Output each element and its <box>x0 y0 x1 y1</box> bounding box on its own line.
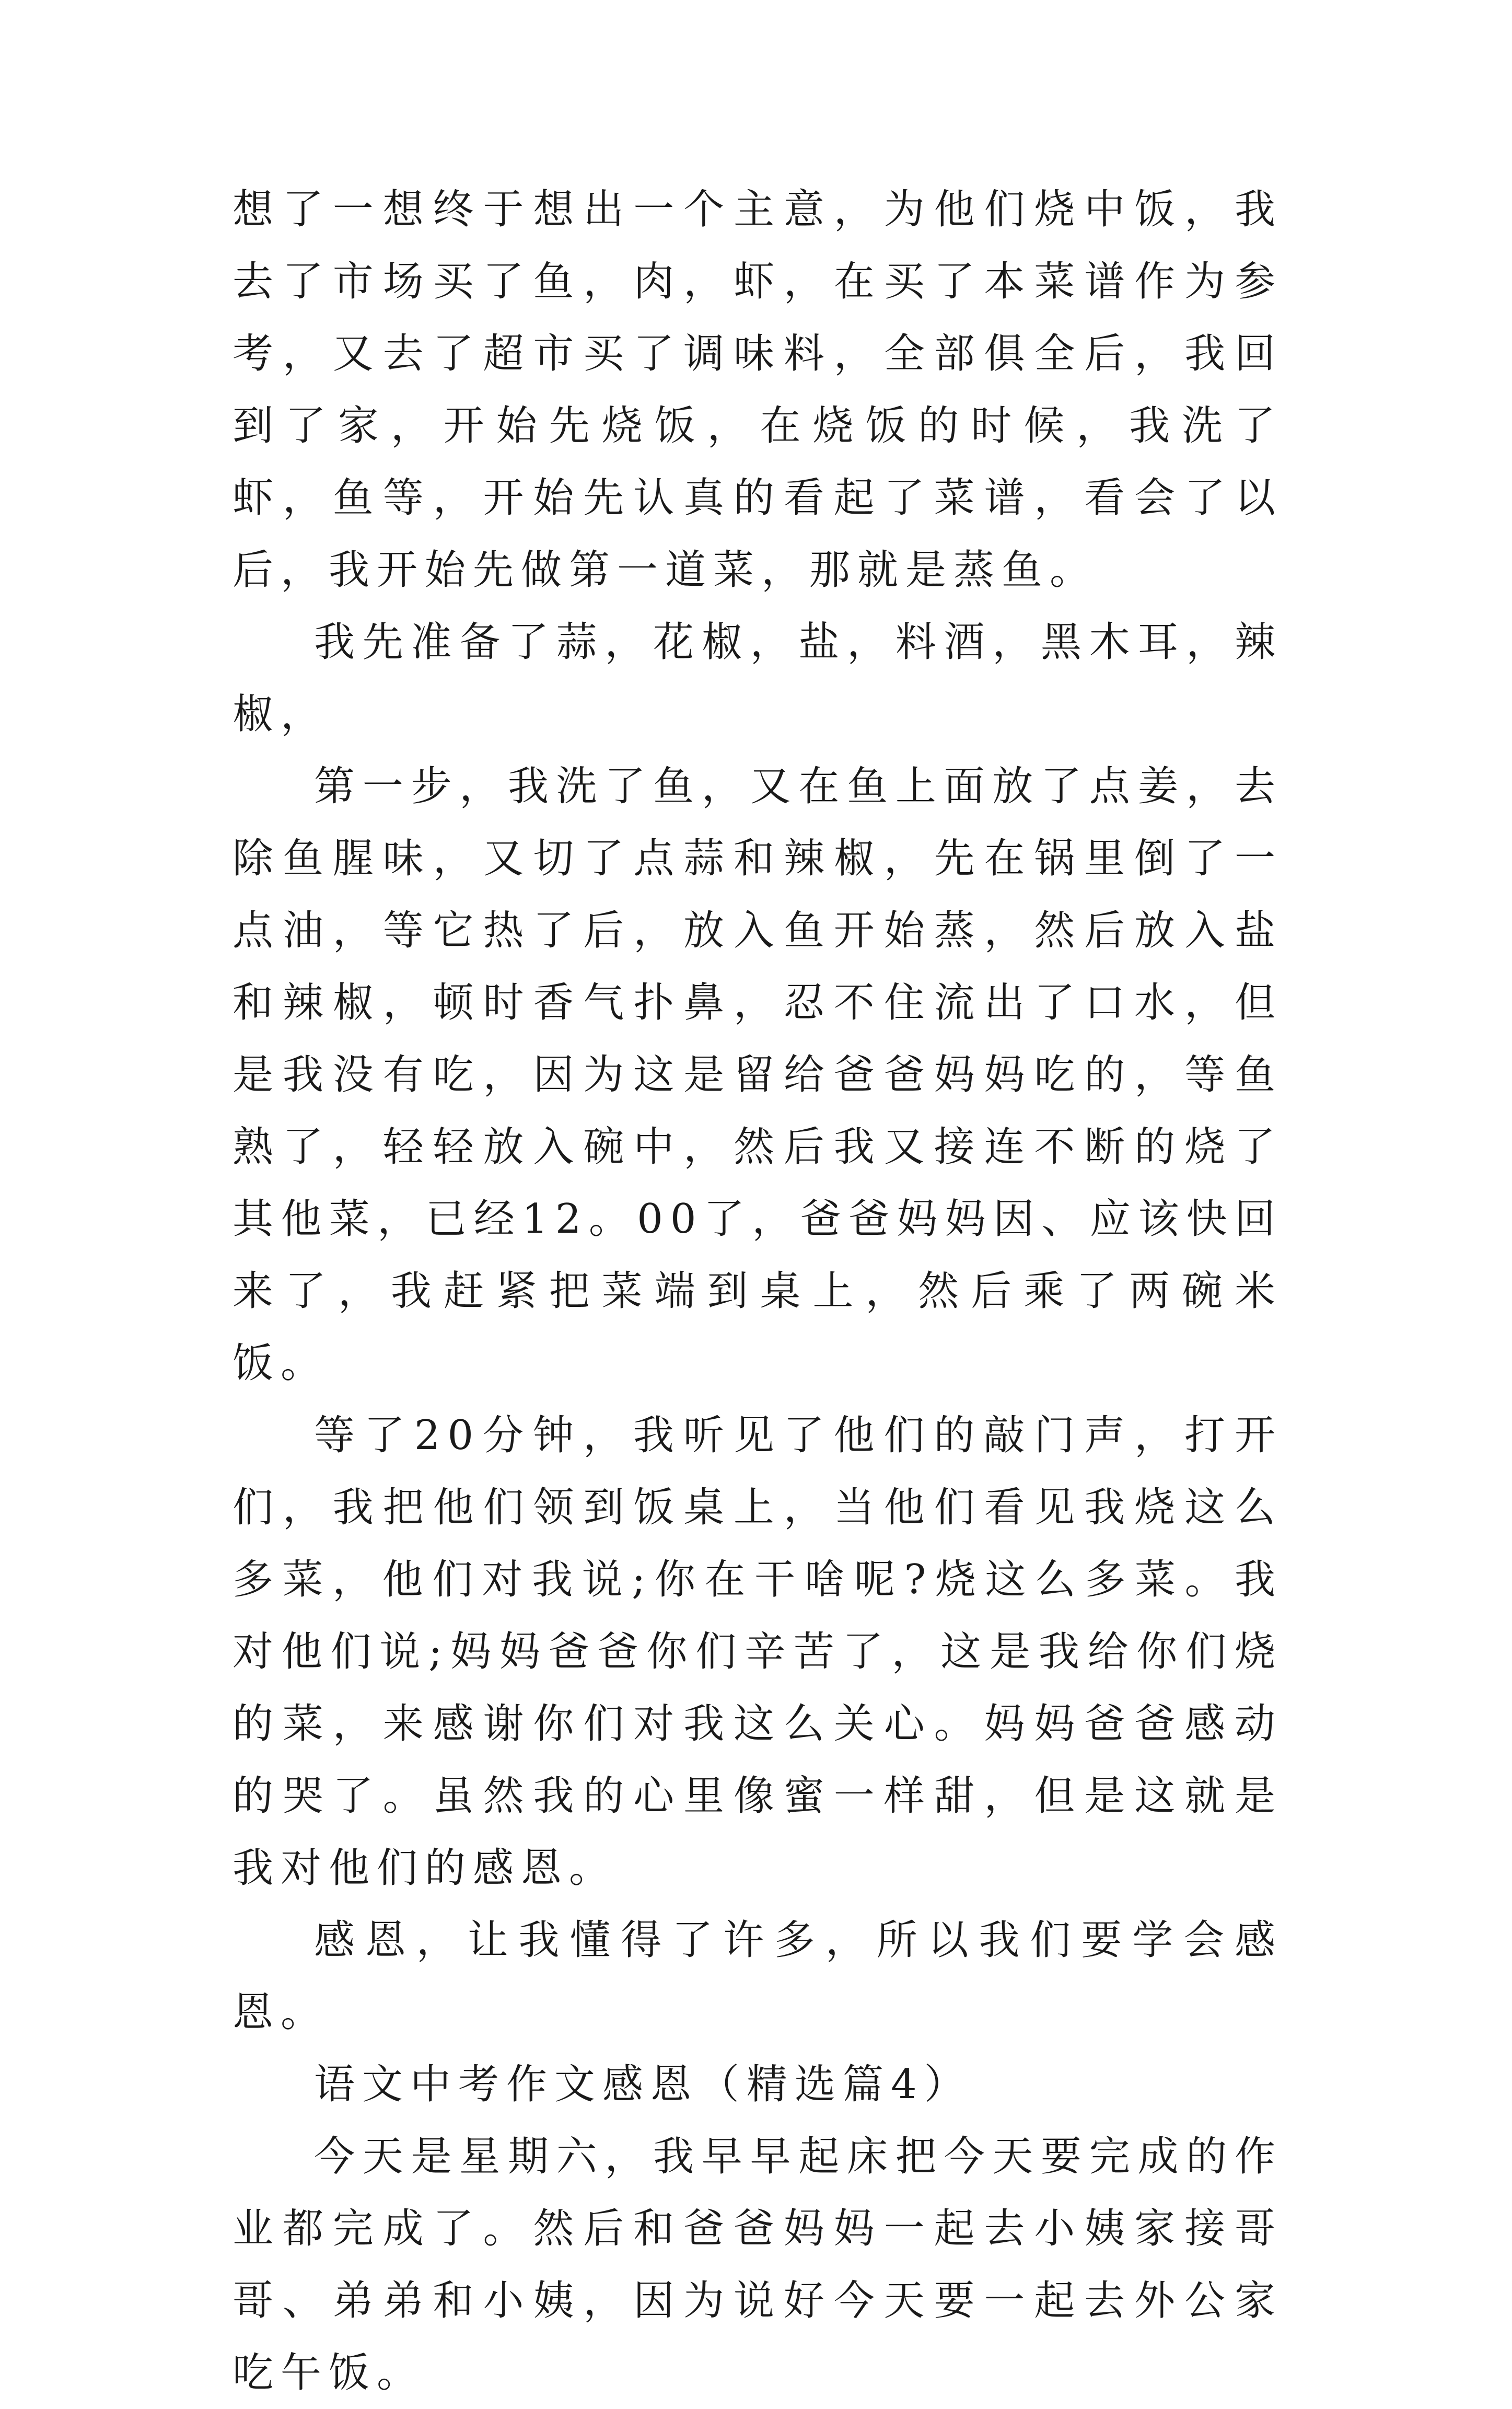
paragraph: 想了一想终于想出一个主意，为他们烧中饭，我去了市场买了鱼，肉，虾，在买了本菜谱作为参考，又去了超市买了调味料，全部俱全后，我回到了家，开始先烧饭，在烧饭的时候，我洗了虾，鱼等，开始先认真的看起了菜谱，看会了以后，我开始先做第一道菜，那就是蒸鱼。 <box>232 186 1283 594</box>
paragraph: 感恩，让我懂得了许多，所以我们要学会感恩。 <box>232 1917 1283 2036</box>
paragraph: 第一步，我洗了鱼，又在鱼上面放了点姜，去除鱼腥味，又切了点蒜和辣椒，先在锅里倒了一点油，等它热了后，放入鱼开始蒸，然后放入盐和辣椒，顿时香气扑鼻，忍不住流出了口水，但是我没有吃，因为这是留给爸爸妈妈吃的，等鱼熟了，轻轻放入碗中，然后我又接连不断的烧了其他菜，已经12。00了，爸爸妈妈因、应该快回来了，我赶紧把菜端到桌上，然后乘了两碗米饭。 <box>232 763 1283 1387</box>
paragraph: 等了20分钟，我听见了他们的敲门声，打开们，我把他们领到饭桌上，当他们看见我烧这么多菜，他们对我说;你在干啥呢?烧这么多菜。我对他们说;妈妈爸爸你们辛苦了，这是我给你们烧的菜，来感谢你们对我这么关心。妈妈爸爸感动的哭了。虽然我的心里像蜜一样甜，但是这就是我对他们的感恩。 <box>232 1412 1283 1892</box>
paragraph: 我先准备了蒜，花椒，盐，料酒，黑木耳，辣椒， <box>232 619 1283 738</box>
document-body <box>232 173 1283 2409</box>
paragraph: 今天是星期六，我早早起床把今天要完成的作业都完成了。然后和爸爸妈妈一起去小姨家接哥哥、弟弟和小姨，因为说好今天要一起去外公家吃午饭。 <box>232 2133 1283 2396</box>
section-heading: 语文中考作文感恩（精选篇4） <box>314 2061 972 2108</box>
